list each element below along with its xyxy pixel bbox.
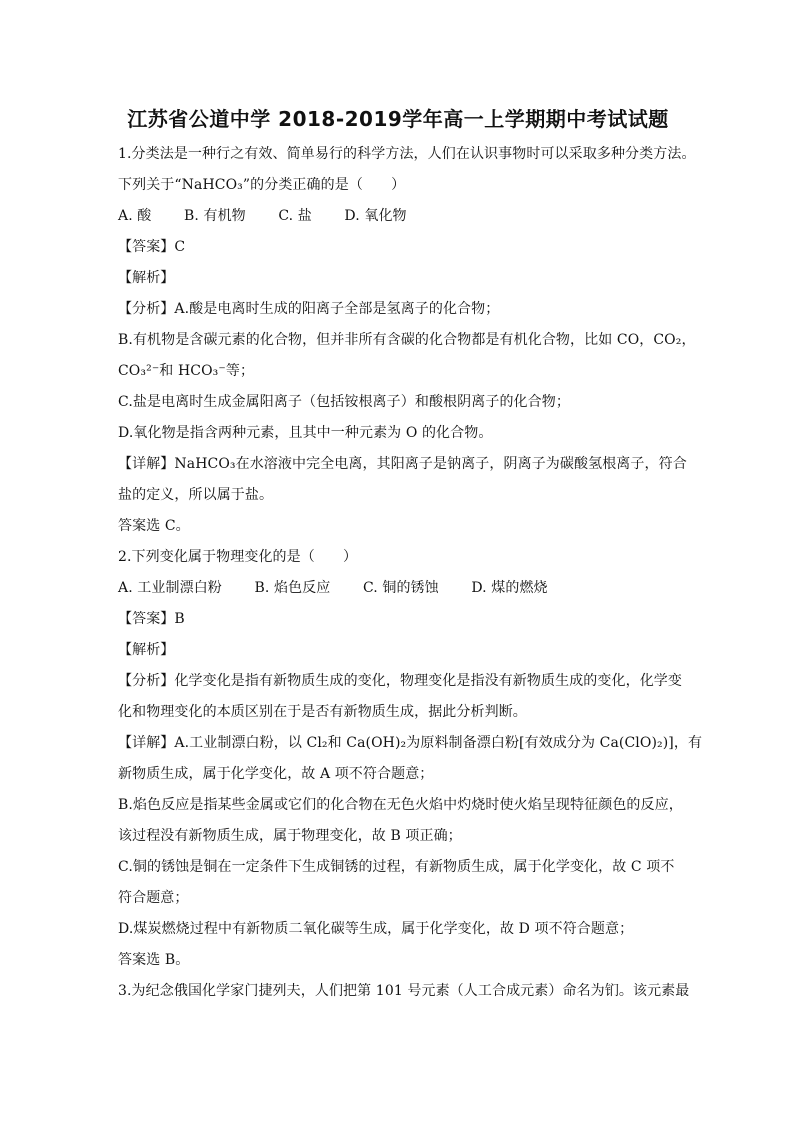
q1-detail-line-1: 【详解】NaHCO₃在水溶液中完全电离，其阳离子是钠离子，阴离子为碳酸氢根离子，符合	[118, 456, 687, 472]
q2-analysis-line-2: 化和物理变化的本质区别在于是否有新物质生成，据此分析判断。	[118, 704, 527, 720]
q2-detail-line-2: 新物质生成，属于化学变化，故 A 项不符合题意；	[118, 766, 434, 782]
q2-detail-line-1: 【详解】A.工业制漂白粉，以 Cl₂和 Ca(OH)₂为原料制备漂白粉[有效成分为 Ca(ClO)₂)]，有	[118, 735, 703, 751]
q1-option-c: C. 盐	[278, 208, 312, 224]
q2-stem: 2.下列变化属于物理变化的是（ ）	[118, 549, 358, 565]
q2-options	[118, 578, 576, 598]
q1-analysis-line-2: B.有机物是含碳元素的化合物，但并非所有含碳的化合物都是有机化合物，比如 CO，CO₂，	[118, 332, 696, 348]
q2-conclusion: 答案选 B。	[118, 952, 190, 968]
q1-analysis-line-3: CO₃²⁻和 HCO₃⁻等；	[118, 363, 255, 379]
q1-detail-line-2: 盐的定义，所以属于盐。	[118, 487, 274, 503]
q2-detail-line-6: 符合题意；	[118, 890, 189, 906]
q1-stem-line-2: 下列关于“NaHCO₃”的分类正确的是（ ）	[118, 177, 406, 193]
q3-stem-line-1: 3.为纪念俄国化学家门捷列夫，人们把第 101 号元素（人工合成元素）命名为钔。该元素最	[118, 983, 690, 999]
q1-answer: 【答案】C	[118, 239, 186, 255]
q2-option-c: C. 铜的锈蚀	[362, 580, 439, 596]
q2-option-a: A. 工业制漂白粉	[118, 580, 222, 596]
q2-detail-line-4: 该过程没有新物质生成，属于物理变化，故 B 项正确；	[118, 828, 462, 844]
q2-answer: 【答案】B	[118, 611, 185, 627]
q1-option-a: A. 酸	[118, 208, 152, 224]
q2-analysis-line-1: 【分析】化学变化是指有新物质生成的变化，物理变化是指没有新物质生成的变化，化学变	[118, 673, 682, 689]
q1-conclusion: 答案选 C。	[118, 518, 190, 534]
q1-analysis-line-5: D.氧化物是指含两种元素，且其中一种元素为 O 的化合物。	[118, 425, 493, 441]
q1-analysis-line-4: C.盐是电离时生成金属阳离子（包括铵根离子）和酸根阴离子的化合物；	[118, 394, 570, 410]
q2-detail-line-5: C.铜的锈蚀是铜在一定条件下生成铜锈的过程，有新物质生成，属于化学变化，故 C 项不	[118, 859, 675, 875]
q1-stem-line-1: 1.分类法是一种行之有效、简单易行的科学方法，人们在认识事物时可以采取多种分类方法。	[118, 146, 696, 162]
q2-detail-line-3: B.焰色反应是指某些金属或它们的化合物在无色火焰中灼烧时使火焰呈现特征颜色的反应，	[118, 797, 683, 813]
q2-option-b: B. 焰色反应	[254, 580, 331, 596]
q1-option-d: D. 氧化物	[344, 208, 407, 224]
q2-option-d: D. 煤的燃烧	[471, 580, 548, 596]
q1-option-b: B. 有机物	[183, 208, 246, 224]
q2-analysis-label: 【解析】	[118, 642, 175, 658]
page-title: 江苏省公道中学 2018-2019学年高一上学期期中考试试题	[127, 107, 669, 131]
q1-analysis-line-1: 【分析】A.酸是电离时生成的阳离子全部是氢离子的化合物；	[118, 301, 500, 317]
q1-analysis-label: 【解析】	[118, 270, 175, 286]
q2-detail-line-7: D.煤炭燃烧过程中有新物质二氧化碳等生成，属于化学变化，故 D 项不符合题意；	[118, 921, 634, 937]
q1-options	[118, 206, 435, 226]
